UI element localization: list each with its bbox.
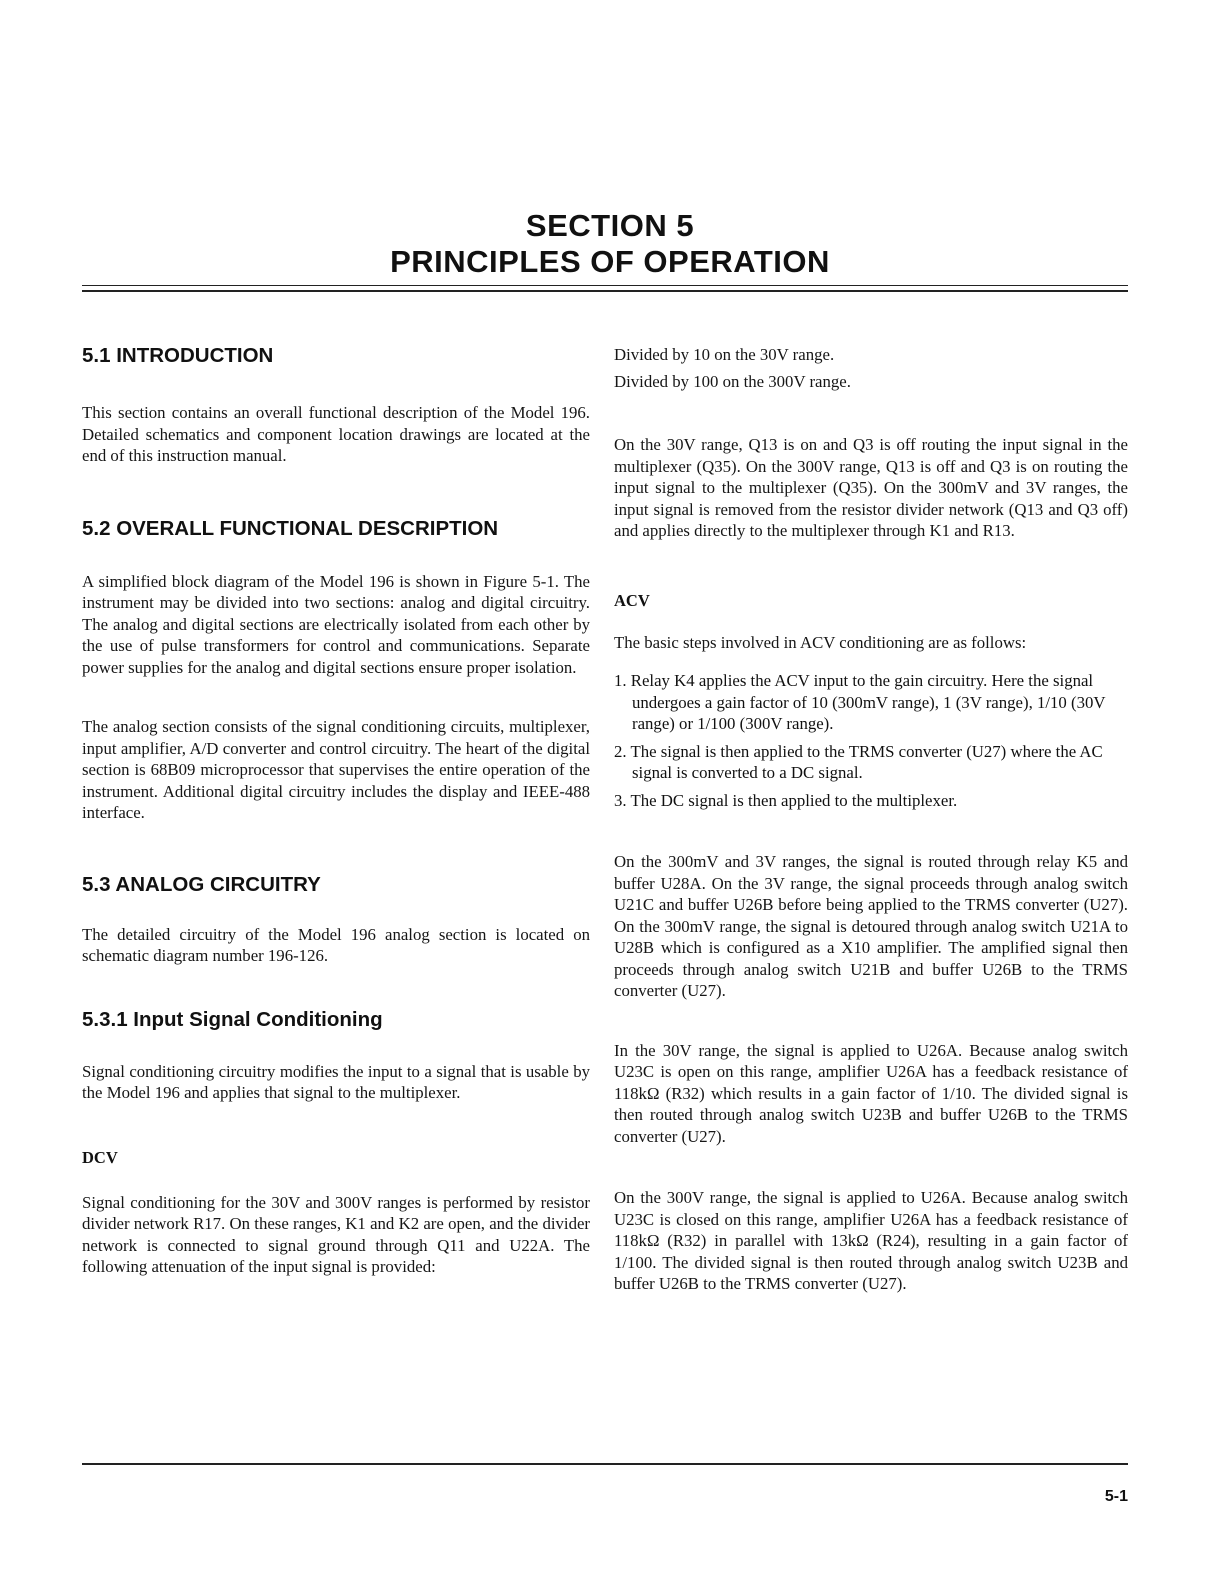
acv-steps-list — [614, 670, 1128, 811]
intro-paragraph: This section contains an overall functional description of the Model 196. Detailed schematics and component location drawings are located at the end of this instruction manual. — [82, 403, 590, 465]
functional-paragraph-1: A simplified block diagram of the Model 196 is shown in Figure 5-1. The instrument may be divided into two sections: analog and digital circuitry. The analog and digital sections are electrically isolated from each other by the use of pulse transformers for control and communications. Separate power supplies for the analog and digital sections ensure proper isolation. — [82, 571, 590, 677]
title-rule-thick — [82, 290, 1128, 292]
analog-paragraph: The detailed circuitry of the Model 196 analog section is located on schematic diagram number 196-126. — [82, 924, 590, 965]
dcv-paragraph-1: Signal conditioning for the 30V and 300V ranges is performed by resistor divider network R17. On these ranges, K1 and K2 are open, and the divider network is connected to signal ground through Q11 and U22A. The following attenuation of the input signal is provided: — [82, 1192, 590, 1276]
acv-paragraph-4: On the 300V range, the signal is applied to U26A. Because analog switch U23C is closed on this range, amplifier U26A has a feedback resistance of 118kΩ (R32) in parallel with 13kΩ (R24), resulting in a gain factor of 1/100. The divided signal is then routed through analog switch U23B and buffer U26B to the TRMS converter (U27). — [614, 1188, 1128, 1293]
heading-5-2: 5.2 OVERALL FUNCTIONAL DESCRIPTION — [82, 516, 499, 540]
conditioning-paragraph: Signal conditioning circuitry modifies the input to a signal that is usable by the Model 196 and applies that signal to the multiplexer. — [82, 1061, 590, 1102]
dcv-paragraph-2: On the 30V range, Q13 is on and Q3 is off routing the input signal in the multiplexer (Q35). On the 300V range, Q13 is off and Q3 is on routing the input signal to the multiplexer (Q35). On the 300mV and 3V ranges, the input signal is removed from the resistor divider network (Q13 and Q3 off) and applies directly to the multiplexer through K1 and R13. — [614, 435, 1128, 540]
right-column — [614, 340, 1128, 1295]
list-item: 3. The DC signal is then applied to the multiplexer. — [614, 790, 958, 810]
acv-paragraph-3: In the 30V range, the signal is applied to U26A. Because analog switch U23C is open on this range, amplifier U26A has a feedback resistance of 118kΩ (R32) which results in a gain factor of 1/10. The divided signal is then routed through analog switch U23B and buffer U26B to the TRMS converter (U27). — [614, 1040, 1128, 1146]
section-title: PRINCIPLES OF OPERATION — [390, 244, 830, 279]
list-item: 1. Relay K4 applies the ACV input to the gain circuitry. Here the signal undergoes a gain factor of 10 (300mV range), 1 (3V range), 1/10 (30V range) or 1/100 (300V range). — [614, 671, 1106, 733]
functional-paragraph-2: The analog section consists of the signal conditioning circuits, multiplexer, input amplifier, A/D converter and control circuitry. The heart of the digital section is 68B09 microprocessor that supervises the entire operation of the instrument. Additional digital circuitry includes the display and IEEE-488 interface. — [82, 717, 590, 822]
acv-paragraph-2: On the 300mV and 3V ranges, the signal is routed through relay K5 and buffer U28A. On the 3V range, the signal proceeds through analog switch U21C and buffer U26B before being applied to the TRMS converter (U27). On the 300mV range, the signal is detoured through analog switch U21A to U28B which is configured as a X10 amplifier. The amplified signal then proceeds through analog switch U21B and buffer U26B to the TRMS converter (U27). — [614, 852, 1128, 1000]
left-column — [82, 340, 590, 1278]
heading-5-1: 5.1 INTRODUCTION — [82, 344, 274, 367]
page-number: 5-1 — [1104, 1488, 1128, 1505]
title-rule-thin — [82, 285, 1128, 286]
heading-acv: ACV — [614, 590, 650, 610]
attenuation-line-2: Divided by 100 on the 300V range. — [614, 371, 851, 391]
heading-dcv: DCV — [82, 1147, 118, 1167]
attenuation-line-1: Divided by 10 on the 30V range. — [614, 345, 835, 364]
footer-rule — [82, 1463, 1128, 1465]
acv-intro: The basic steps involved in ACV conditioning are as follows: — [614, 632, 1027, 652]
heading-5-3-1: 5.3.1 Input Signal Conditioning — [82, 1007, 383, 1031]
section-number: SECTION 5 — [525, 208, 695, 243]
section-title-block — [0, 208, 1220, 280]
list-item: 2. The signal is then applied to the TRMS converter (U27) where the AC signal is converted to a DC signal. — [614, 741, 1103, 782]
heading-5-3: 5.3 ANALOG CIRCUITRY — [82, 872, 321, 896]
